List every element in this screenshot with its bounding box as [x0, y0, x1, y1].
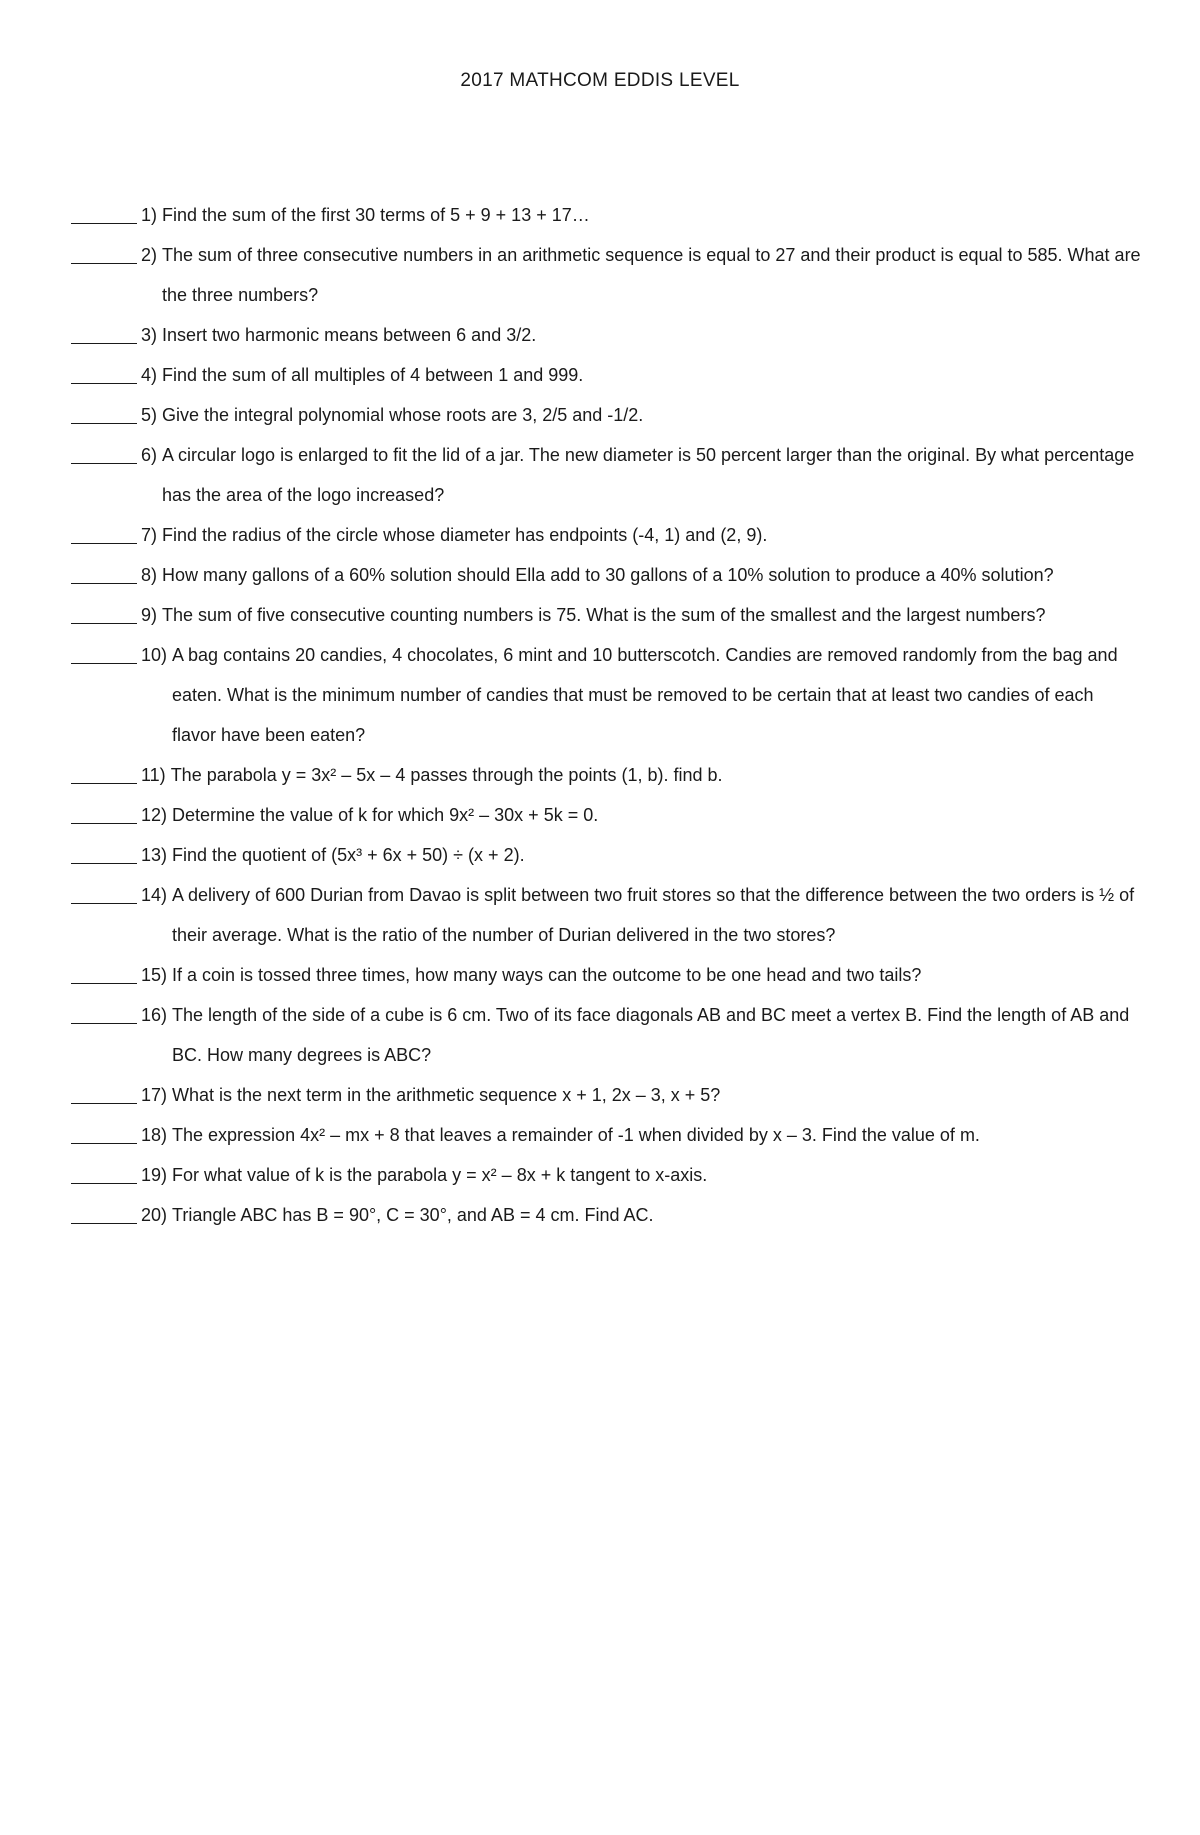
answer-blank [71, 995, 137, 1035]
question-item [71, 395, 1141, 435]
answer-blank [71, 955, 137, 995]
question-number: 2) [141, 245, 158, 265]
question-text: The expression 4x² – mx + 8 that leaves a remainder of -1 when divided by x – 3. Find the value of m. [172, 1125, 980, 1145]
question-item [71, 795, 1141, 835]
question-item [71, 515, 1141, 555]
question-text: Find the quotient of (5x³ + 6x + 50) ÷ (x + 2). [172, 845, 525, 865]
question-number: 8) [141, 565, 158, 585]
question-item [71, 1155, 1141, 1195]
question-item [71, 1075, 1141, 1115]
question-text: A bag contains 20 candies, 4 chocolates, 6 mint and 10 butterscotch. Candies are removed randomly from the bag and eaten. What is the minimum number of candies that must be removed to be certain that at least two candies of each flavor have been eaten? [172, 645, 1118, 745]
answer-blank [71, 315, 137, 355]
answer-blank [71, 595, 137, 635]
question-item [71, 355, 1141, 395]
answer-blank [71, 515, 137, 555]
question-item [71, 435, 1141, 515]
question-text: A circular logo is enlarged to fit the lid of a jar. The new diameter is 50 percent larger than the original. By what percentage has the area of the logo increased? [162, 445, 1135, 505]
question-number: 10) [141, 645, 168, 665]
question-text: Find the sum of the first 30 terms of 5 + 9 + 13 + 17… [162, 205, 590, 225]
question-item [71, 1115, 1141, 1155]
question-number: 1) [141, 205, 158, 225]
answer-blank [71, 1195, 137, 1235]
question-number: 6) [141, 445, 158, 465]
question-number: 14) [141, 885, 168, 905]
question-number: 19) [141, 1165, 168, 1185]
answer-blank [71, 555, 137, 595]
question-number: 15) [141, 965, 168, 985]
question-item [71, 235, 1141, 315]
question-text: The sum of five consecutive counting numbers is 75. What is the sum of the smallest and the largest numbers? [162, 605, 1046, 625]
question-item [71, 875, 1141, 955]
question-text: Find the radius of the circle whose diameter has endpoints (-4, 1) and (2, 9). [162, 525, 768, 545]
question-number: 5) [141, 405, 158, 425]
question-number: 13) [141, 845, 168, 865]
question-text: The length of the side of a cube is 6 cm. Two of its face diagonals AB and BC meet a vertex B. Find the length of AB and BC. How many degrees is ABC? [172, 1005, 1130, 1065]
question-number: 18) [141, 1125, 168, 1145]
question-number: 16) [141, 1005, 168, 1025]
question-number: 11) [141, 765, 166, 785]
question-text: Give the integral polynomial whose roots are 3, 2/5 and -1/2. [162, 405, 644, 425]
question-item [71, 835, 1141, 875]
answer-blank [71, 755, 137, 795]
answer-blank [71, 1115, 137, 1155]
question-item [71, 555, 1141, 595]
question-text: Determine the value of k for which 9x² – 30x + 5k = 0. [172, 805, 599, 825]
question-item [71, 755, 1141, 795]
question-number: 12) [141, 805, 168, 825]
answer-blank [71, 435, 137, 475]
answer-blank [71, 195, 137, 235]
answer-blank [71, 875, 137, 915]
question-text: Triangle ABC has B = 90°, C = 30°, and AB = 4 cm. Find AC. [172, 1205, 654, 1225]
answer-blank [71, 835, 137, 875]
question-text: What is the next term in the arithmetic sequence x + 1, 2x – 3, x + 5? [172, 1085, 721, 1105]
question-item [71, 635, 1141, 755]
question-item [71, 595, 1141, 635]
question-item [71, 955, 1141, 995]
question-item [71, 315, 1141, 355]
answer-blank [71, 1075, 137, 1115]
question-number: 7) [141, 525, 158, 545]
question-item [71, 195, 1141, 235]
question-list [71, 195, 1141, 1235]
question-number: 3) [141, 325, 158, 345]
answer-blank [71, 235, 137, 275]
question-number: 9) [141, 605, 158, 625]
answer-blank [71, 355, 137, 395]
question-number: 20) [141, 1205, 168, 1225]
question-text: Insert two harmonic means between 6 and 3/2. [162, 325, 537, 345]
question-text: Find the sum of all multiples of 4 between 1 and 999. [162, 365, 584, 385]
question-text: The parabola y = 3x² – 5x – 4 passes through the points (1, b). find b. [170, 765, 723, 785]
question-text: How many gallons of a 60% solution should Ella add to 30 gallons of a 10% solution to produce a 40% solution? [162, 565, 1054, 585]
answer-blank [71, 635, 137, 675]
question-text: A delivery of 600 Durian from Davao is split between two fruit stores so that the difference between the two orders is ½ of their average. What is the ratio of the number of Durian delivered in the two stores? [172, 885, 1135, 945]
page-title: 2017 MATHCOM EDDIS LEVEL [460, 70, 740, 91]
question-item [71, 1195, 1141, 1235]
answer-blank [71, 395, 137, 435]
question-text: The sum of three consecutive numbers in an arithmetic sequence is equal to 27 and their product is equal to 585. What are the three numbers? [162, 245, 1141, 305]
answer-blank [71, 1155, 137, 1195]
question-text: For what value of k is the parabola y = x² – 8x + k tangent to x-axis. [172, 1165, 708, 1185]
question-number: 17) [141, 1085, 168, 1105]
question-number: 4) [141, 365, 158, 385]
question-item [71, 995, 1141, 1075]
answer-blank [71, 795, 137, 835]
question-text: If a coin is tossed three times, how many ways can the outcome to be one head and two tails? [172, 965, 922, 985]
